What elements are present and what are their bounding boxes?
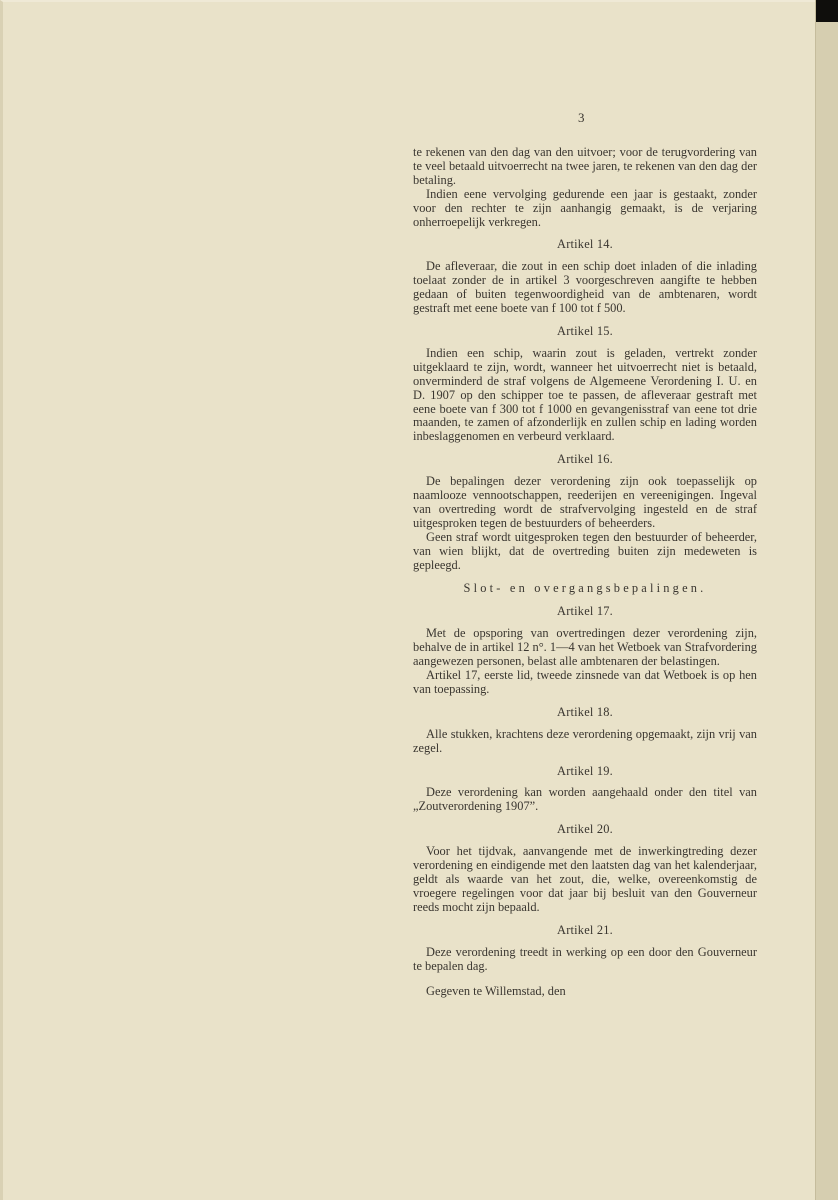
section-heading: Slot- en overgangsbepalingen. [463, 581, 707, 596]
article-heading: Artikel 20. [557, 822, 613, 837]
paragraph: Alle stukken, krachtens deze verordening opgemaakt, zijn vrij van zegel. [413, 726, 757, 755]
paragraph: De bepalingen dezer verordening zijn ook toepasselijk op naamlooze vennootschappen, reederijen en vereenigingen. Ingeval van overtreding wordt de strafvervolging ingesteld en de straf uitgesproken tegen de bestuurders of beheerders. [413, 474, 757, 530]
paragraph: Deze verordening treedt in werking op een door den Gouverneur te bepalen dag. [413, 944, 757, 973]
paragraph: Artikel 17, eerste lid, tweede zinsnede van dat Wetboek is op hen van toepassing. [413, 668, 757, 696]
scan-corner-mark [816, 0, 838, 22]
article-heading: Artikel 15. [557, 323, 613, 338]
text-column [413, 146, 757, 999]
signature-line: Gegeven te Willemstad, den [426, 984, 566, 999]
scan-edge-strip [815, 0, 838, 1200]
article-heading: Artikel 17. [557, 604, 613, 619]
paragraph: De afleveraar, die zout in een schip doet inladen of die inlading toelaat zonder de in artikel 3 voorgeschreven aangifte te hebben gedaan of buiten tegenwoordigheid van de ambtenaren, wordt gestraft met eene boete van f 100 tot f 500. [413, 259, 757, 316]
paragraph: te rekenen van den dag van den uitvoer; voor de terugvordering van te veel betaald uitvoerrecht na twee jaren, te rekenen van den dag der betaling. [413, 145, 757, 187]
paragraph: Geen straf wordt uitgesproken tegen den bestuurder of beheerder, van wien blijkt, dat de overtreding buiten zijn medeweten is gepleegd. [413, 529, 757, 572]
page-number: 3 [578, 110, 585, 125]
article-heading: Artikel 18. [557, 704, 613, 719]
paragraph: Met de opsporing van overtredingen dezer verordening zijn, behalve de in artikel 12 n°. 1—4 van het Wetboek van Strafvordering aangewezen personen, belast alle ambtenaren der belastingen. [413, 626, 757, 669]
paragraph: Indien eene vervolging gedurende een jaar is gestaakt, zonder voor den rechter te zijn aanhangig gemaakt, is de verjaring onherroepelijk verkregen. [413, 186, 757, 229]
article-heading: Artikel 16. [557, 452, 613, 467]
article-heading: Artikel 19. [557, 763, 613, 778]
article-heading: Artikel 21. [557, 922, 613, 937]
paragraph: Voor het tijdvak, aanvangende met de inwerkingtreding dezer verordening en eindigende met den laatsten dag van het kalenderjaar, geldt als waarde van het zout, die, welke, overeenkomstig de vroegere regelingen voor dat jaar bij besluit van den Gouverneur reeds mocht zijn bepaald. [413, 844, 757, 914]
article-heading: Artikel 14. [557, 237, 613, 252]
paragraph: Indien een schip, waarin zout is geladen, vertrekt zonder uitgeklaard te zijn, wordt, wanneer het uitvoerrecht niet is betaald, onverminderd de straf volgens de Algemeene Verordening I. U. en D. 1907 op den schipper toe te passen, de afleveraar gestraft met eene boete van f 300 tot f 1000 en gevangenisstraf van eene tot drie maanden, te zamen of afzonderlijk en zullen schip en lading worden inbeslaggenomen en verbeurd verklaard. [413, 345, 757, 444]
paragraph: Deze verordening kan worden aangehaald onder den titel van „Zoutverordening 1907”. [413, 785, 757, 814]
